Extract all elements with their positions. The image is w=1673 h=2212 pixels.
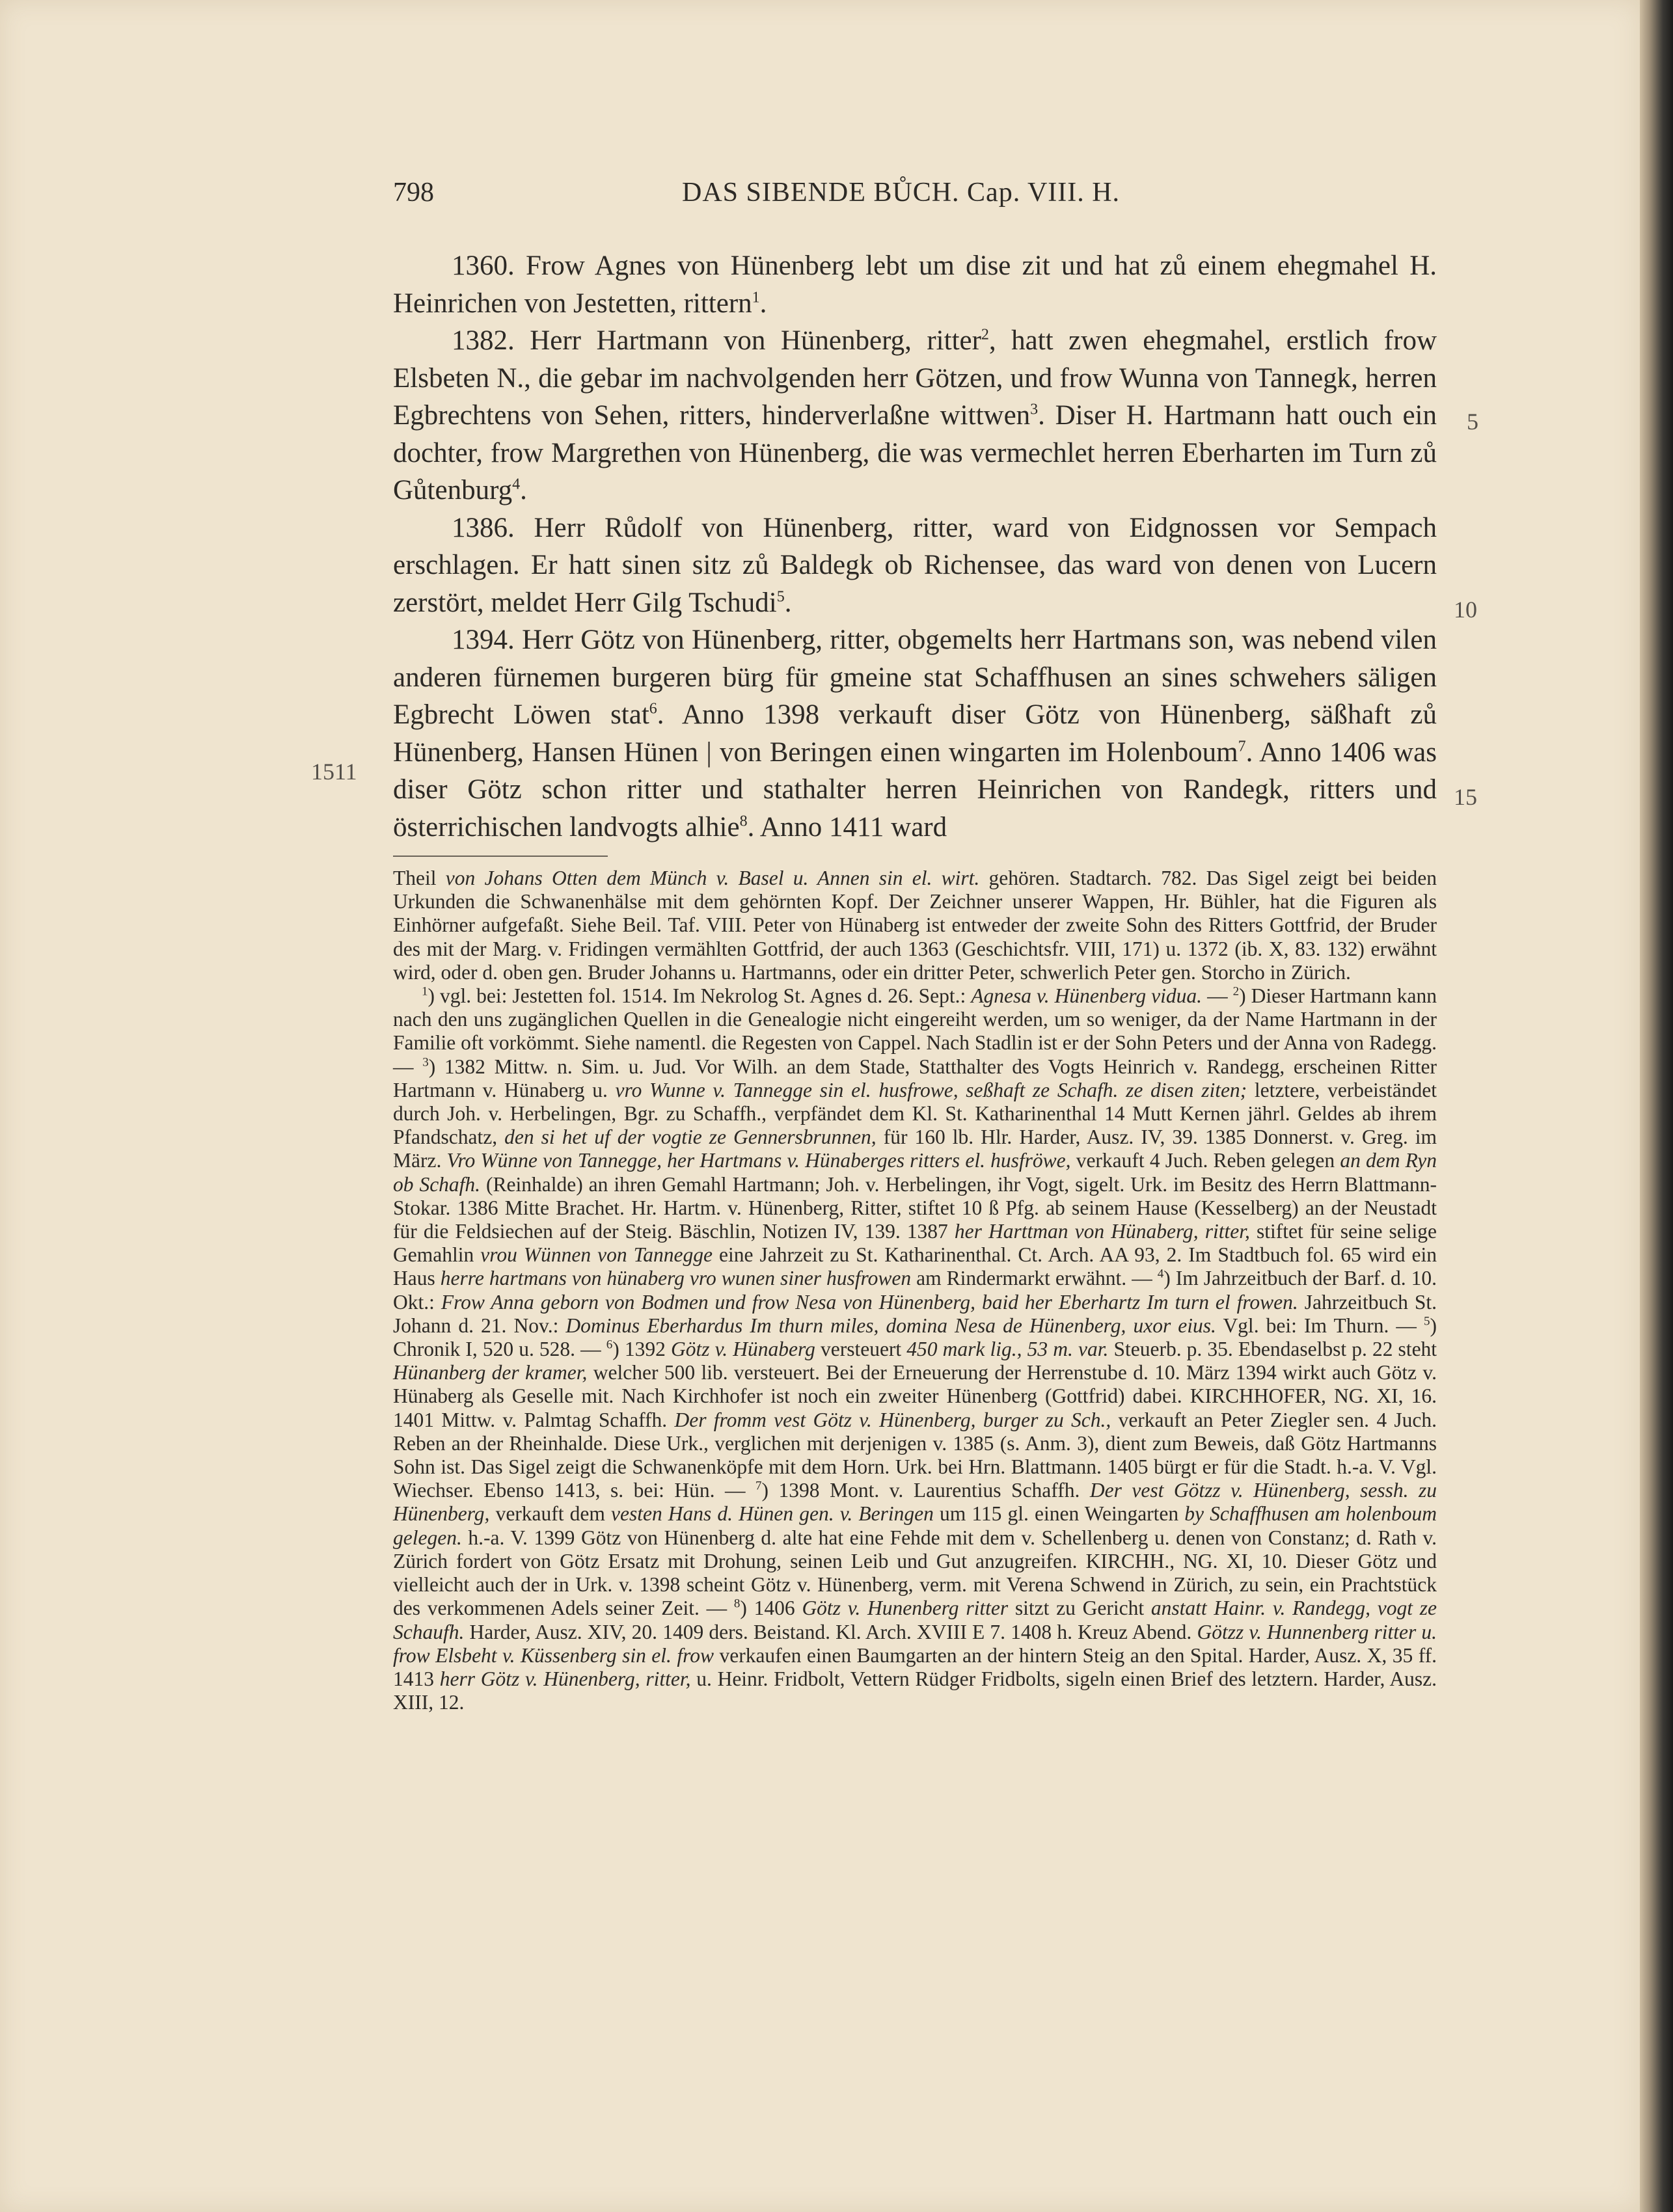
paragraph-1386: 1386. Herr Růdolf von Hünenberg, ritter, ward von Eidgnossen vor Sempach erschlagen. Er hatt sinen sitz zů Baldegk ob Richensee, das ward von denen von Lucern zerstört, meldet Herr Gilg Tschudi$^5$. [393,512,1437,618]
footnotes [393,867,1437,1714]
margin-year: 1511 [311,759,357,785]
paragraph-1360: 1360. Frow Agnes von Hünenberg lebt um dise zit und hat zů einem ehegmahel H. Heinrichen von Jestetten, rittern$^1$. [393,250,1437,319]
margin-line-number-10: 10 [1454,597,1477,623]
footnote-1: $^1$) vgl. bei: Jestetten fol. 1514. Im Nekrolog St. Agnes d. 26. Sept.: Agnesa v. Hünenberg vidua. — $^2$) Dieser Hartmann kann nach den uns zugänglichen Quellen in die Genealogie nicht eingereiht werden, um so weniger, da der Name Hartmann in der Familie oft vorkömmt. Siehe namentl. die Regesten von Cappel. Nach Stadlin ist er der Sohn Peters und der Anna von Radegg. — $^3$) 1382 Mittw. n. Sim. u. Jud. Vor Wilh. an dem Stade, Statthalter des Vogts Heinrich v. Randegg, erscheinen Ritter Hartmann v. Hünaberg u. vro Wunne v. Tannegge sin el. husfrowe, seßhaft ze Schafh. ze disen ziten; letztere, verbeiständet durch Joh. v. Herbelingen, Bgr. zu Schaffh., verpfändet dem Kl. St. Katharinenthal 14 Mutt Kernen jährl. Geldes ab ihrem Pfandschatz, den si het uf der vogtie ze Gennersbrunnen, für 160 lb. Hlr. Harder, Ausz. IV, 39. 1385 Donnerst. v. Greg. im März. Vro Wünne von Tannegge, her Hartmans v. Hünaberges ritters el. husfröwe, verkauft 4 Juch. Reben gelegen an dem Ryn ob Schafh. (Reinhalde) an ihren Gemahl Hartmann; Joh. v. Herbelingen, ihr Vogt, sigelt. Urk. im Besitz des Herrn Blattmann-Stokar. 1386 Mitte Brachet. Hr. Hartm. v. Hünenberg, Ritter, stiftet 10 ß Pfg. ab seinem Hause (Kesselberg) an der Neustadt für die Feldsiechen auf der Steig. Bäschlin, Notizen IV, 139. 1387 her Harttman von Hünaberg, ritter, stiftet für seine selige Gemahlin vrou Wünnen von Tannegge eine Jahrzeit zu St. Katharinenthal. Ct. Arch. AA 93, 2. Im Stadtbuch fol. 65 wird ein Haus herre hartmans von hünaberg vro wunen siner husfrowen am Rindermarkt erwähnt. — $^4$) Im Jahrzeitbuch der Barf. d. 10. Okt.: Frow Anna geborn von Bodmen und frow Nesa von Hünenberg, baid her Eberhartz Im turn el frowen. Jahrzeitbuch St. Johann d. 21. Nov.: Dominus Eberhardus Im thurn miles, domina Nesa de Hünenberg, uxor eius. Vgl. bei: Im Thurn. — $^5$) Chronik I, 520 u. 528. — $^6$) 1392 Götz v. Hünaberg versteuert 450 mark lig., 53 m. var. Steuerb. p. 35. Ebendaselbst p. 22 steht Hünanberg der kramer, welcher 500 lib. versteuert. Bei der Erneuerung der Herrenstube d. 10. März 1394 wirkt auch Götz v. Hünaberg als Geselle mit. Nach Kirchhofer ist noch ein zweiter Hünenberg (Gottfrid) dabei. KIRCHHOFER, NG. XI, 16. 1401 Mittw. v. Palmtag Schaffh. Der fromm vest Götz v. Hünenberg, burger zu Sch., verkauft an Peter Ziegler sen. 4 Juch. Reben an der Rheinhalde. Diese Urk., verglichen mit derjenigen v. 1385 (s. Anm. 3), dient zum Beweis, daß Götz Hartmanns Sohn ist. Das Sigel zeigt die Schwanenköpfe mit dem Horn. Urk. bei Hrn. Blattmann. 1405 bürgt er für die Stadt. h.-a. V. Vgl. Wiechser. Ebenso 1413, s. bei: Hün. — $^7$) 1398 Mont. v. Laurentius Schaffh. Der vest Götzz v. Hünenberg, sessh. zu Hünenberg, verkauft dem vesten Hans d. Hünen gen. v. Beringen um 115 gl. einen Weingarten by Schaffhusen am holenboum gelegen. h.-a. V. 1399 Götz von Hünenberg d. alte hat eine Fehde mit dem v. Schellenberg u. denen von Constanz; d. Rath v. Zürich fordert von Götz Ersatz mit Drohung, seinen Leib und Gut anzugreifen. KIRCHH., NG. XI, 10. Dieser Götz und vielleicht auch der in Urk. v. 1398 scheint Götz v. Hünenberg, verm. mit Verena Schwend in Zürich, zu sein, ein Prachtstück des verkommenen Adels seiner Zeit. — $^8$) 1406 Götz v. Hunenberg ritter sitzt zu Gericht anstatt Hainr. v. Randegg, vogt ze Schaufh. Harder, Ausz. XIV, 20. 1409 ders. Beistand. Kl. Arch. XVIII E 7. 1408 h. Kreuz Abend. Götzz v. Hunnenberg ritter u. frow Elsbeht v. Küssenberg sin el. frow verkaufen einen Baumgarten an der hintern Steig an den Spital. Harder, Ausz. X, 35 ff. 1413 herr Götz v. Hünenberg, ritter, u. Heinr. Fridbolt, Vettern Rüdger Fridbolts, sigeln einen Brief des letztern. Harder, Ausz. XIII, 12. [393,984,1437,1714]
paragraph-1394: 1394. Herr Götz von Hünenberg, ritter, obgemelts herr Hartmans son, was nebend vilen anderen fürnemen burgeren bürg für gmeine stat Schaffhusen an sines schwehers säligen Egbrecht Löwen stat$^6$. Anno 1398 verkauft diser Götz von Hünenberg, säßhaft zů Hünenberg, Hansen Hünen | von Beringen einen wingarten im Holenboum$^7$. Anno 1406 was diser Götz schon ritter und stathalter herren Heinrichen von Randegk, ritters und österrichischen landvogts alhie$^8$. Anno 1411 ward [393,625,1437,843]
paragraph-1382: 1382. Herr Hartmann von Hünenberg, ritter$^2$, hatt zwen ehegmahel, erstlich frow Elsbeten N., die gebar im nachvolgenden herr Götzen, und frow Wunna von Tannegk, herren Egbrechtens von Sehen, ritters, hinderverlaßne wittwen$^3$. Diser H. Hartmann hatt ouch ein dochter, frow Margrethen von Hünenberg, die was vermechlet herren Eberharten im Turn zů Gůtenburg$^4$. [393,325,1437,506]
footnote-6: $^6$) 1392 Götz v. Hünaberg versteuert 450 mark lig., 53 m. var. Steuerb. p. 35. Ebendaselbst p. 22 steht Hünanberg der kramer, welcher 500 lib. versteuert. Bei der Erneuerung der Herrenstube d. 10. März 1394 wirkt auch Götz v. Hünaberg als Geselle mit. Nach Kirchhofer ist noch ein zweiter Hünenberg (Gottfrid) dabei. KIRCHHOFER, NG. XI, 16. 1401 Mittw. v. Palmtag Schaffh. Der fromm vest Götz v. Hünenberg, burger zu Sch., verkauft an Peter Ziegler sen. 4 Juch. Reben an der Rheinhalde. Diese Urk., verglichen mit derjenigen v. 1385 (s. Anm. 3), dient zum Beweis, daß Götz Hartmanns Sohn ist. Das Sigel zeigt die Schwanenköpfe mit dem Horn. Urk. bei Hrn. Blattmann. 1405 bürgt er für die Stadt. h.-a. V. Vgl. Wiechser. Ebenso 1413, s. bei: Hün. — [393,1338,1437,1502]
footnote-ref-7: 7 [1238,738,1246,755]
footnote-ref-2: 2 [981,326,989,344]
footnote-ref-5: 5 [776,588,785,606]
main-text [393,247,1437,846]
page-header [0,177,1640,223]
footnote-ref-6: 6 [649,700,657,718]
footnote-5: $^5$) Chronik I, 520 u. 528. — [393,1314,1437,1361]
book-spine [1640,0,1673,2212]
footnote-8: $^8$) 1406 Götz v. Hunenberg ritter sitzt zu Gericht anstatt Hainr. v. Randegg, vogt ze Schaufh. Harder, Ausz. XIV, 20. 1409 ders. Beistand. Kl. Arch. XVIII E 7. 1408 h. Kreuz Abend. Götzz v. Hunnenberg ritter u. frow Elsbeht v. Küssenberg sin el. frow verkaufen einen Baumgarten an der hintern Steig an den Spital. Harder, Ausz. X, 35 ff. 1413 herr Götz v. Hünenberg, ritter, u. Heinr. Fridbolt, Vettern Rüdger Fridbolts, sigeln einen Brief des letztern. Harder, Ausz. XIII, 12. [393,1597,1437,1714]
footnote-4: $^4$) Im Jahrzeitbuch der Barf. d. 10. Okt.: Frow Anna geborn von Bodmen und frow Nesa von Hünenberg, baid her Eberhartz Im turn el frowen. Jahrzeitbuch St. Johann d. 21. Nov.: Dominus Eberhardus Im thurn miles, domina Nesa de Hünenberg, uxor eius. Vgl. bei: Im Thurn. — [393,1267,1437,1337]
page-number: 798 [393,178,434,208]
footnote-3: $^3$) 1382 Mittw. n. Sim. u. Jud. Vor Wilh. an dem Stade, Statthalter des Vogts Heinrich v. Randegg, erscheinen Ritter Hartmann v. Hünaberg u. vro Wunne v. Tannegge sin el. husfrowe, seßhaft ze Schafh. ze disen ziten; letztere, verbeiständet durch Joh. v. Herbelingen, Bgr. zu Schaffh., verpfändet dem Kl. St. Katharinenthal 14 Mutt Kernen jährl. Geldes ab ihrem Pfandschatz, den si het uf der vogtie ze Gennersbrunnen, für 160 lb. Hlr. Harder, Ausz. IV, 39. 1385 Donnerst. v. Greg. im März. Vro Wünne von Tannegge, her Hartmans v. Hünaberges ritters el. husfröwe, verkauft 4 Juch. Reben gelegen an dem Ryn ob Schafh. (Reinhalde) an ihren Gemahl Hartmann; Joh. v. Herbelingen, ihr Vogt, sigelt. Urk. im Besitz des Herrn Blattmann-Stokar. 1386 Mitte Brachet. Hr. Hartm. v. Hünenberg, Ritter, stiftet 10 ß Pfg. ab seinem Hause (Kesselberg) an der Neustadt für die Feldsiechen auf der Steig. Bäschlin, Notizen IV, 139. 1387 her Harttman von Hünaberg, ritter, stiftet für seine selige Gemahlin vrou Wünnen von Tannegge eine Jahrzeit zu St. Katharinenthal. Ct. Arch. AA 93, 2. Im Stadtbuch fol. 65 wird ein Haus herre hartmans von hünaberg vro wunen siner husfrowen am Rindermarkt erwähnt. — [393,1055,1437,1290]
footnote-7: $^7$) 1398 Mont. v. Laurentius Schaffh. Der vest Götzz v. Hünenberg, sessh. zu Hünenberg, verkauft dem vesten Hans d. Hünen gen. v. Beringen um 115 gl. einen Weingarten by Schaffhusen am holenboum gelegen. h.-a. V. 1399 Götz von Hünenberg d. alte hat eine Fehde mit dem v. Schellenberg u. denen von Constanz; d. Rath v. Zürich fordert von Götz Ersatz mit Drohung, seinen Leib und Gut anzugreifen. KIRCHH., NG. XI, 10. Dieser Götz und vielleicht auch der in Urk. v. 1398 scheint Götz v. Hünenberg, verm. mit Verena Schwend in Zürich, zu sein, ein Prachtstück des verkommenen Adels seiner Zeit. — [393,1479,1437,1620]
footnote-ref-4: 4 [512,476,521,493]
running-head: DAS SIBENDE BŮCH. Cap. VIII. H. [682,178,1121,208]
margin-line-number-15: 15 [1454,784,1477,810]
margin-line-number-5: 5 [1467,409,1478,435]
footnote-continued: Theil von Johans Otten dem Münch v. Basel u. Annen sin el. wirt. gehören. Stadtarch. 782. Das Sigel zeigt bei beiden Urkunden die Schwanenhälse mit dem gehörnten Kopf. Der Zeichner unserer Wappen, Hr. Bühler, hat die Figuren als Einhörner aufgefaßt. Siehe Beil. Taf. VIII. Peter von Hünaberg ist entweder der zweite Sohn des Ritters Gottfrid, der Bruder des mit der Marg. v. Fridingen vermählten Gottfrid, der auch 1363 (Geschichtsfr. VIII, 171) u. 1372 (ib. X, 83. 132) erwähnt wird, oder d. oben gen. Bruder Johanns u. Hartmanns, oder ein dritter Peter, schwerlich Peter gen. Storcho in Zürich. [393,867,1437,984]
footnote-ref-1: 1 [752,289,760,306]
footnote-ref-8: 8 [739,813,748,830]
footnote-rule [393,856,608,857]
footnote-ref-3: 3 [1030,401,1039,418]
footnote-2: — $^2$) Dieser Hartmann kann nach den uns zugänglichen Quellen in die Genealogie nicht eingereiht werden, um so weniger, da der Name Hartmann in der Familie oft vorkömmt. Siehe namentl. die Regesten von Cappel. Nach Stadlin ist er der Sohn Peters und der Anna von Radegg. — [393,984,1437,1078]
